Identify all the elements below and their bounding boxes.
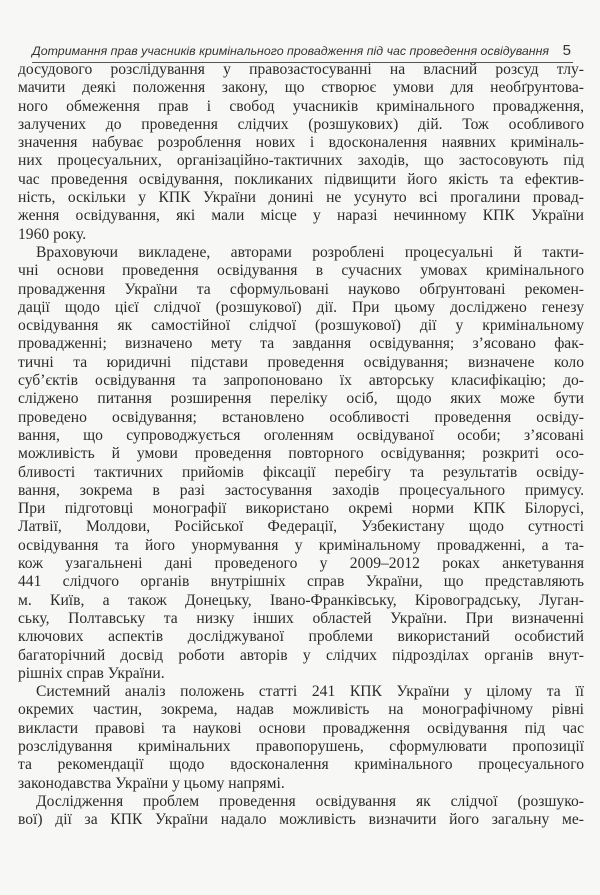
page-number: 5 [562, 42, 571, 59]
text-line: законодавства України у цьому напрямі. [18, 774, 285, 792]
text-line: ження освідування, які мали місце у наразі нечинному КПК України [18, 207, 584, 225]
text-line: час проведення освідування, покликаних підвищити його якість та ефектив- [18, 170, 584, 188]
text-line: освідування та його унормування у кримінальному провадженні, а та- [18, 536, 584, 554]
text-line: залучених до проведення слідчих (розшукових) дій. Тож особливого [18, 115, 584, 133]
text-line: ного обмеження прав і свобод учасників кримінального провадження, [18, 97, 584, 115]
text-line: них процесуальних, організаційно-тактичних заходів, що застосовують під [18, 152, 584, 170]
running-header-title: Дотримання прав учасників кримінального провадження під час проведення освідування [32, 44, 550, 58]
text-line: рішніх справ України. [18, 664, 165, 682]
text-line: вої) дії за КПК України надало можливість визначити його загальну ме- [18, 811, 584, 829]
text-line: ську, Полтавську та низку інших областей України. При визначенні [18, 609, 584, 627]
text-line: кож узагальнені дані проведеного у 2009–2012 роках анкетування [18, 555, 584, 573]
text-line: значення набуває розроблення нових і вдосконалення наявних криміналь- [18, 134, 584, 152]
text-line: вання, зокрема в разі застосування заходів процесуального примусу. [18, 481, 584, 499]
text-line: Системний аналіз положень статті 241 КПК України у цілому та її [36, 683, 584, 701]
text-line: дації щодо цієї слідчої (розшукової) дії. При цьому досліджено генезу [18, 298, 584, 316]
text-line: 1960 року. [18, 225, 87, 243]
text-line: При підготовці монографії використано окремі норми КПК Білорусі, [18, 500, 584, 518]
text-line: вання, що супроводжується оголенням освідуваної особи; з’ясовані [18, 426, 584, 444]
text-line: проведено освідування; встановлено особливості проведення освіду- [18, 408, 584, 426]
text-line: розслідування кримінальних правопорушень, сформулювати пропозиції [18, 737, 584, 755]
text-line: сліджено питання розширення переліку осіб, щодо яких може бути [18, 390, 584, 408]
text-line: бливості тактичних прийомів фіксації перебігу та результатів освіду- [18, 463, 584, 481]
text-line: Латвії, Молдови, Російської Федерації, Узбекистану щодо сутності [18, 518, 584, 536]
text-line: чні основи проведення освідування в сучасних умовах кримінального [18, 262, 584, 280]
text-line: мачити деякі положення закону, що створює умови для необґрунтова- [18, 79, 584, 97]
text-line: можливість й умови проведення повторного освідування; розкриті осо- [18, 445, 584, 463]
text-line: ність, оскільки у КПК України донині не усунуто всі прогалини провад- [18, 189, 584, 207]
text-line: Дослідження проблем проведення освідування як слідчої (розшуко- [36, 792, 584, 810]
text-line: Враховуючи викладене, авторами розроблені процесуальні й такти- [36, 243, 584, 261]
text-line: провадження України та сформульовані науково обґрунтовані рекомен- [18, 280, 584, 298]
text-line: суб’єктів освідування та запропоновано їх авторську класифікацію; до- [18, 372, 584, 390]
text-line: викласти правові та наукові основи провадження освідування під час [18, 719, 584, 737]
text-line: ключових аспектів досліджуваної проблеми використаний особистий [18, 628, 584, 646]
text-line: 441 слідчого органів внутрішніх справ України, що представляють [18, 573, 584, 591]
running-header [32, 42, 573, 63]
text-line: багаторічний досвід роботи авторів у слідчих підрозділах органів внут- [18, 646, 584, 664]
body-text [18, 61, 584, 829]
text-line: досудового розслідування у правозастосуванні на власний розсуд тлу- [18, 61, 584, 78]
text-line: м. Київ, а також Донецьку, Івано-Франківську, Кіровоградську, Луган- [18, 591, 584, 609]
text-line: окремих частин, зокрема, надав можливість на монографічному рівні [18, 701, 584, 719]
text-line: тичні та юридичні підстави проведення освідування; визначене коло [18, 353, 584, 371]
text-line: та рекомендації щодо вдосконалення кримінального процесуального [18, 756, 584, 774]
text-line: провадженні; визначено мету та завдання освідування; з’ясовано фак- [18, 335, 584, 353]
text-line: освідування як самостійної слідчої (розшукової) дії у кримінальному [18, 317, 584, 335]
